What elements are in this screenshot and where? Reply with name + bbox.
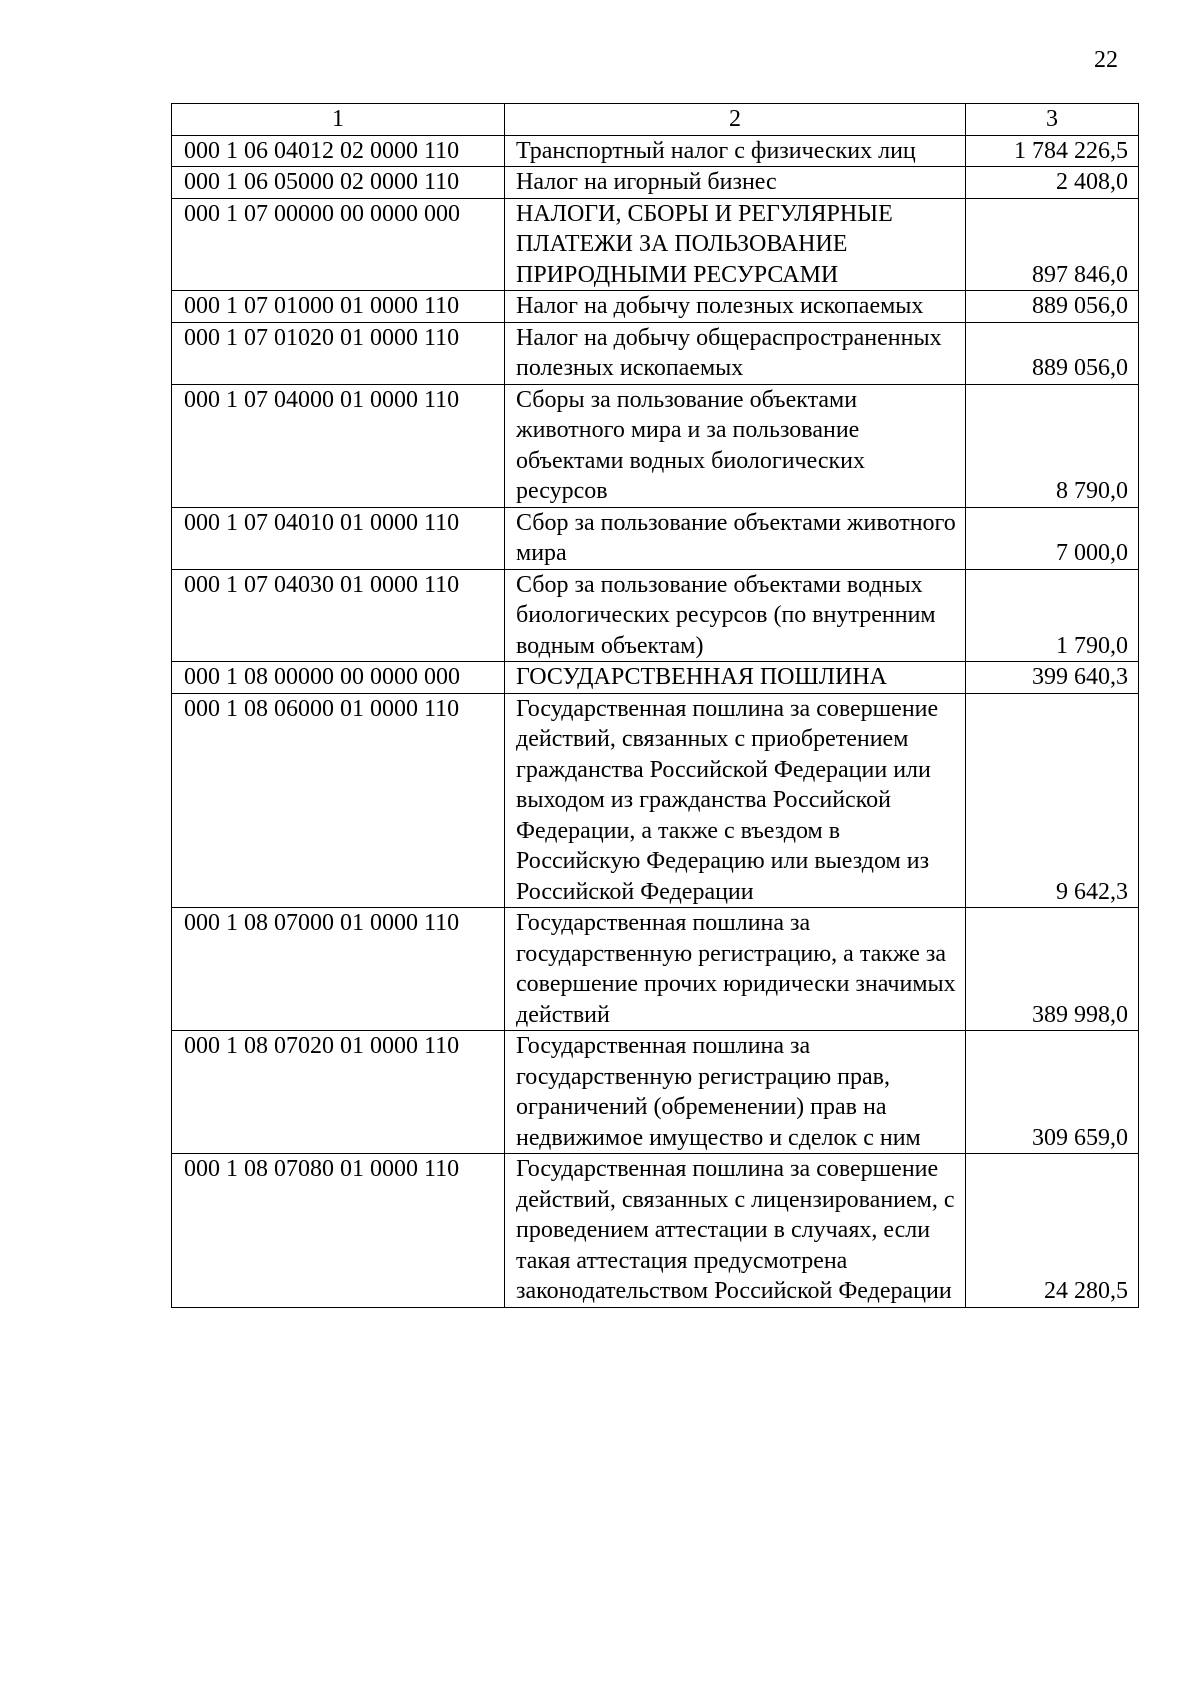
- row-name: Государственная пошлина за государственную регистрацию, а также за совершение прочих юридически значимых действий: [505, 908, 966, 1031]
- row-code: 000 1 08 07000 01 0000 110: [172, 908, 505, 1031]
- row-code: 000 1 07 01000 01 0000 110: [172, 291, 505, 323]
- table-row: [172, 693, 1139, 908]
- row-amount: 8 790,0: [966, 384, 1139, 507]
- table-row: [172, 569, 1139, 662]
- table-row: [172, 662, 1139, 694]
- row-name: Транспортный налог с физических лиц: [505, 135, 966, 167]
- row-amount: 309 659,0: [966, 1031, 1139, 1154]
- row-code: 000 1 08 06000 01 0000 110: [172, 693, 505, 908]
- column-header-name: 2: [505, 104, 966, 136]
- table-row: [172, 198, 1139, 291]
- column-header-amount: 3: [966, 104, 1139, 136]
- column-header-code: 1: [172, 104, 505, 136]
- row-name: Налог на игорный бизнес: [505, 167, 966, 199]
- table-header-row: [172, 104, 1139, 136]
- row-code: 000 1 06 05000 02 0000 110: [172, 167, 505, 199]
- table-row: [172, 1031, 1139, 1154]
- row-amount: 889 056,0: [966, 322, 1139, 384]
- row-name: Государственная пошлина за совершение действий, связанных с приобретением гражданства Российской Федерации или выходом из гражданства Российской Федерации, а также с въездом в Российскую Федерацию или выездом из Российской Федерации: [505, 693, 966, 908]
- row-code: 000 1 07 01020 01 0000 110: [172, 322, 505, 384]
- row-amount: 889 056,0: [966, 291, 1139, 323]
- row-name: Сбор за пользование объектами водных биологических ресурсов (по внутренним водным объектам): [505, 569, 966, 662]
- table-row: [172, 322, 1139, 384]
- row-code: 000 1 08 07080 01 0000 110: [172, 1154, 505, 1308]
- row-code: 000 1 08 00000 00 0000 000: [172, 662, 505, 694]
- row-code: 000 1 07 04000 01 0000 110: [172, 384, 505, 507]
- row-amount: 897 846,0: [966, 198, 1139, 291]
- row-amount: 1 784 226,5: [966, 135, 1139, 167]
- row-amount: 1 790,0: [966, 569, 1139, 662]
- table-row: [172, 507, 1139, 569]
- row-amount: 9 642,3: [966, 693, 1139, 908]
- table-row: [172, 384, 1139, 507]
- row-name: Государственная пошлина за государственную регистрацию прав, ограничений (обременении) прав на недвижимое имущество и сделок с ним: [505, 1031, 966, 1154]
- row-name: Налог на добычу общераспространенных полезных ископаемых: [505, 322, 966, 384]
- table-row: [172, 291, 1139, 323]
- row-name: Налог на добычу полезных ископаемых: [505, 291, 966, 323]
- table-row: [172, 908, 1139, 1031]
- row-code: 000 1 07 04030 01 0000 110: [172, 569, 505, 662]
- revenue-table: [171, 103, 1139, 1308]
- row-amount: 399 640,3: [966, 662, 1139, 694]
- row-amount: 2 408,0: [966, 167, 1139, 199]
- table-row: [172, 135, 1139, 167]
- table-row: [172, 167, 1139, 199]
- row-code: 000 1 08 07020 01 0000 110: [172, 1031, 505, 1154]
- row-name: ГОСУДАРСТВЕННАЯ ПОШЛИНА: [505, 662, 966, 694]
- row-amount: 24 280,5: [966, 1154, 1139, 1308]
- row-code: 000 1 07 04010 01 0000 110: [172, 507, 505, 569]
- row-name: Сбор за пользование объектами животного мира: [505, 507, 966, 569]
- page-number: 22: [1094, 47, 1118, 73]
- row-code: 000 1 06 04012 02 0000 110: [172, 135, 505, 167]
- table-row: [172, 1154, 1139, 1308]
- row-amount: 7 000,0: [966, 507, 1139, 569]
- row-code: 000 1 07 00000 00 0000 000: [172, 198, 505, 291]
- row-name: Сборы за пользование объектами животного мира и за пользование объектами водных биологических ресурсов: [505, 384, 966, 507]
- row-name: НАЛОГИ, СБОРЫ И РЕГУЛЯРНЫЕ ПЛАТЕЖИ ЗА ПОЛЬЗОВАНИЕ ПРИРОДНЫМИ РЕСУРСАМИ: [505, 198, 966, 291]
- row-amount: 389 998,0: [966, 908, 1139, 1031]
- row-name: Государственная пошлина за совершение действий, связанных с лицензированием, с проведением аттестации в случаях, если такая аттестация предусмотрена законодательством Российской Федерации: [505, 1154, 966, 1308]
